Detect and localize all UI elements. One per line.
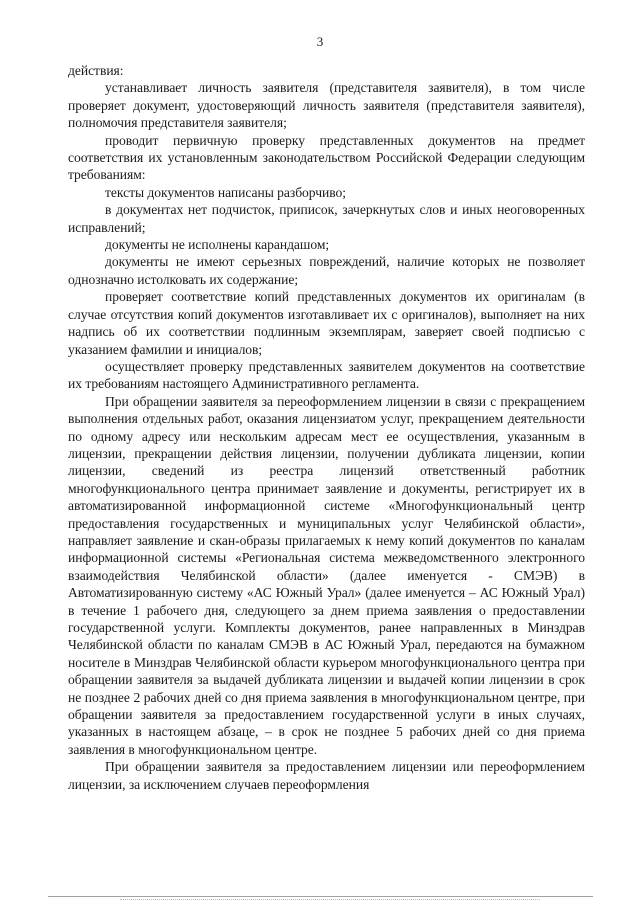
paragraph-license-request: При обращении заявителя за предоставлением лицензии или переоформлением лицензии, за исключением случаев переоформления bbox=[68, 759, 585, 792]
paragraph-primary-check: проводит первичную проверку представленных документов на предмет соответствия их установленным законодательством Российской Федерации следующим требованиям: bbox=[68, 132, 585, 183]
paragraph-requirement-no-pencil: документы не исполнены карандашом; bbox=[105, 237, 330, 253]
paragraph-copy-verification: проверяет соответствие копий представленных документов их оригиналам (в случае отсутствия копий документов изготавливает их с оригиналов), выполняет на них надпись об их соответствии подлинным экземплярам, заверяет своей подписью с указанием фамилии и инициалов; bbox=[68, 289, 585, 357]
scan-edge-line bbox=[48, 896, 593, 897]
paragraph-requirement-no-damage: документы не имеют серьезных повреждений, наличие которых не позволяет однозначно истолковать их содержание; bbox=[68, 254, 585, 287]
page-number: 3 bbox=[316, 34, 324, 49]
paragraph-requirement-legible: тексты документов написаны разборчиво; bbox=[105, 184, 346, 200]
paragraph-actions-intro: действия: bbox=[68, 63, 124, 78]
paragraph-license-reissue: При обращении заявителя за переоформлением лицензии в связи с прекращением выполнения отдельных работ, оказания лицензиатом услуг, прекращением деятельности по одному адресу или нескольким адресам мест ее осуществления, указанным в лицензии, прекращении действия лицензии, получении дубликата лицензии, копии лицензии, сведений из реестра лицензий ответственный работник многофункционального центра принимает заявление и документы, регистрирует их в автоматизированной информационной системе «Многофункциональный центр предоставления государственных и муниципальных услуг Челябинской области», направляет заявление и скан-образы прилагаемых к нему копий документов по каналам информационной системы «Региональная система межведомственного электронного взаимодействия Челябинской области» (далее именуется - СМЭВ) в Автоматизированную систему «АС Южный Урал» (далее именуется – АС Южный Урал) в течение 1 рабочего дня, следующего за днем приема заявления о предоставлении государственной услуги. Комплекты документов, ранее направленных в Минздрав Челябинской области по каналам СМЭВ в АС Южный Урал, передаются на бумажном носителе в Минздрав Челябинской области курьером многофункционального центра при обращении заявителя за выдачей дубликата лицензии и выдачей копии лицензии в срок не позднее 2 рабочих дней со дня приема заявления в многофункциональном центре, при обращении заявителя за предоставлением государственной услуги в иных случаях, указанных в настоящем абзаце, – в срок не позднее 5 рабочих дней со дня приема заявления в многофункциональном центре. bbox=[68, 393, 585, 757]
document-body bbox=[68, 62, 585, 793]
paragraph-identity-check: устанавливает личность заявителя (представителя заявителя), в том числе проверяет документ, удостоверяющий личность заявителя (представителя заявителя), полномочия представителя заявителя; bbox=[68, 80, 585, 131]
scan-edge-dots bbox=[120, 899, 540, 900]
paragraph-requirement-no-erasures: в документах нет подчисток, приписок, зачеркнутых слов и иных неоговоренных исправлений; bbox=[68, 202, 585, 235]
paragraph-regulation-check: осуществляет проверку представленных заявителем документов на соответствие их требованиям настоящего Административного регламента. bbox=[68, 358, 585, 392]
